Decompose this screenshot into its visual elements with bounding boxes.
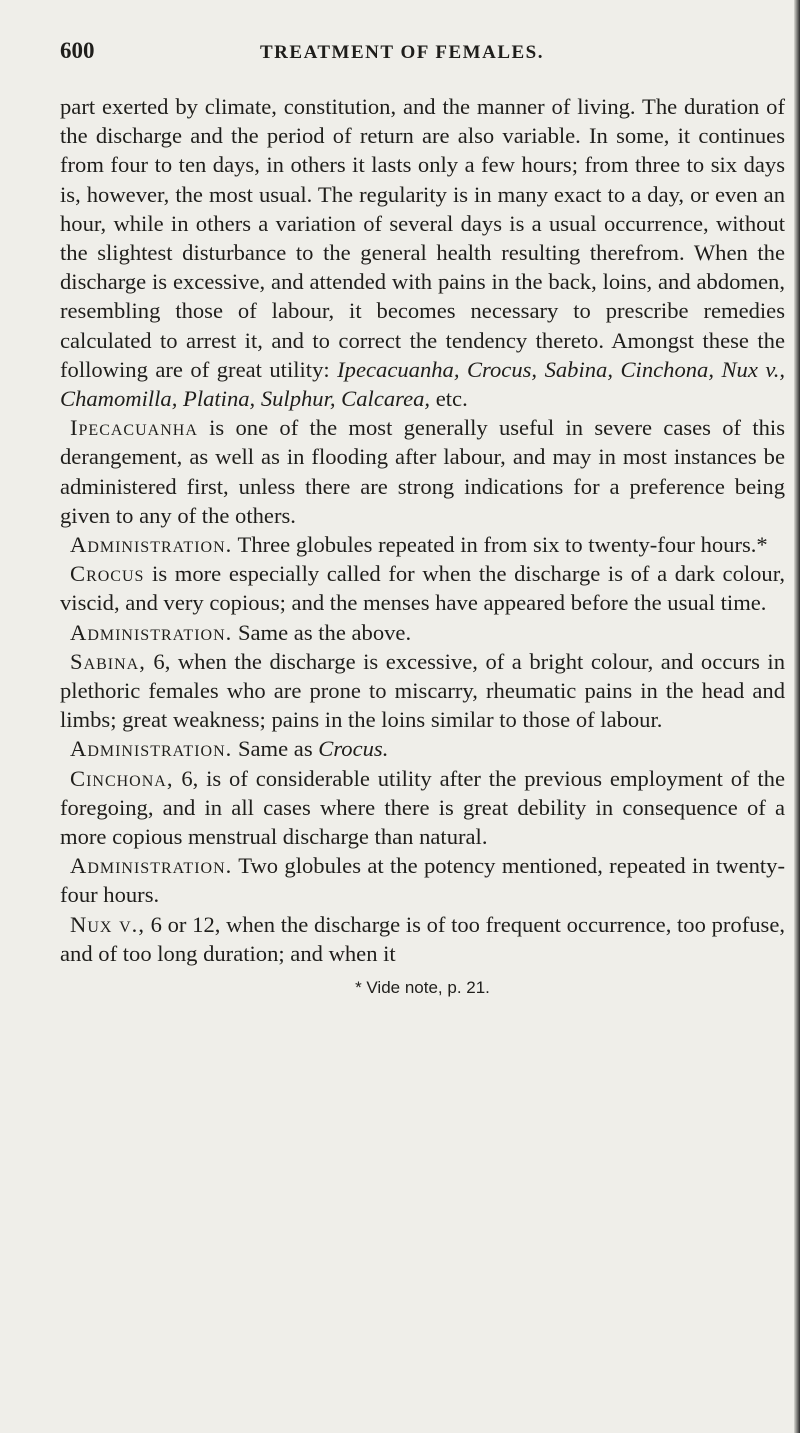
page-header [60, 38, 785, 78]
paragraph-administration: Administration. Same as the above. [70, 619, 412, 645]
paragraph-nux-vomica: Nux v., 6 or 12, when the discharge is of too frequent occurrence, too profuse, and of too long duration; and when it [60, 911, 785, 966]
paragraph-administration: Administration. Three globules repeated in from six to twenty-four hours.* [70, 532, 768, 558]
footnote: * Vide note, p. 21. [355, 978, 490, 998]
paragraph-crocus: Crocus is more especially called for when the discharge is of a dark colour, viscid, and very copious; and the menses have appeared before the usual time. [60, 561, 785, 616]
administration-heading: Administration. [70, 619, 233, 645]
remedy-heading: Ipecacuanha [70, 415, 198, 441]
body-text [60, 92, 785, 968]
paragraph-sabina: Sabina, 6, when the discharge is excessive, of a bright colour, and occurs in plethoric females who are prone to miscarry, rheumatic pains in the head and limbs; great weakness; pains in the loins similar to those of labour. [60, 648, 785, 733]
administration-heading: Administration. [70, 532, 233, 558]
remedy-heading: Cinchona, [70, 765, 174, 791]
book-page [60, 38, 785, 998]
administration-heading: Administration. [70, 736, 233, 762]
page-number: 600 [60, 38, 95, 63]
paragraph-administration: Administration. Two globules at the potency mentioned, repeated in twenty-four hours. [60, 853, 785, 908]
paragraph-administration: Administration. Same as Crocus. [70, 736, 389, 762]
remedy-list: Ipecacuanha, Crocus, Sabina, Cinchona, Nux v., Chamomilla, Platina, Sulphur, Calcarea, [60, 356, 786, 412]
remedy-heading: Nux v., [70, 911, 145, 937]
paragraph-ipecacuanha: Ipecacuanha is one of the most generally useful in severe cases of this derangement, as well as in flooding after labour, and may in most instances be administered first, unless there are strong indications for a preference being given to any of the others. [60, 415, 785, 528]
administration-heading: Administration. [70, 853, 233, 879]
paragraph-cinchona: Cinchona, 6, is of considerable utility after the previous employment of the foregoing, and in all cases where there is great debility in consequence of a more copious menstrual discharge than natural. [60, 765, 785, 850]
paragraph-intro: part exerted by climate, constitution, and the manner of living. The duration of the discharge and the period of return are also variable. In some, it continues from four to ten days, in others it lasts only a few hours; from three to six days is, however, the most usual. The regularity is in many exact to a day, or even an hour, while in others a variation of several days is a usual occurrence, without the slightest disturbance to the general health resulting therefrom. When the discharge is excessive, and attended with pains in the back, loins, and abdomen, resembling those of labour, it becomes necessary to prescribe remedies calculated to arrest it, and to correct the tendency thereto. Amongst these the following are of great utility: Ipecacuanha, Crocus, Sabina, Cinchona, Nux v., Chamomilla, Platina, Sulphur, Calcarea, etc. [60, 94, 786, 412]
page-edge-shadow [794, 0, 800, 1433]
running-title: TREATMENT OF FEMALES. [260, 42, 544, 63]
remedy-heading: Crocus [70, 561, 145, 587]
remedy-heading: Sabina, [70, 648, 146, 674]
